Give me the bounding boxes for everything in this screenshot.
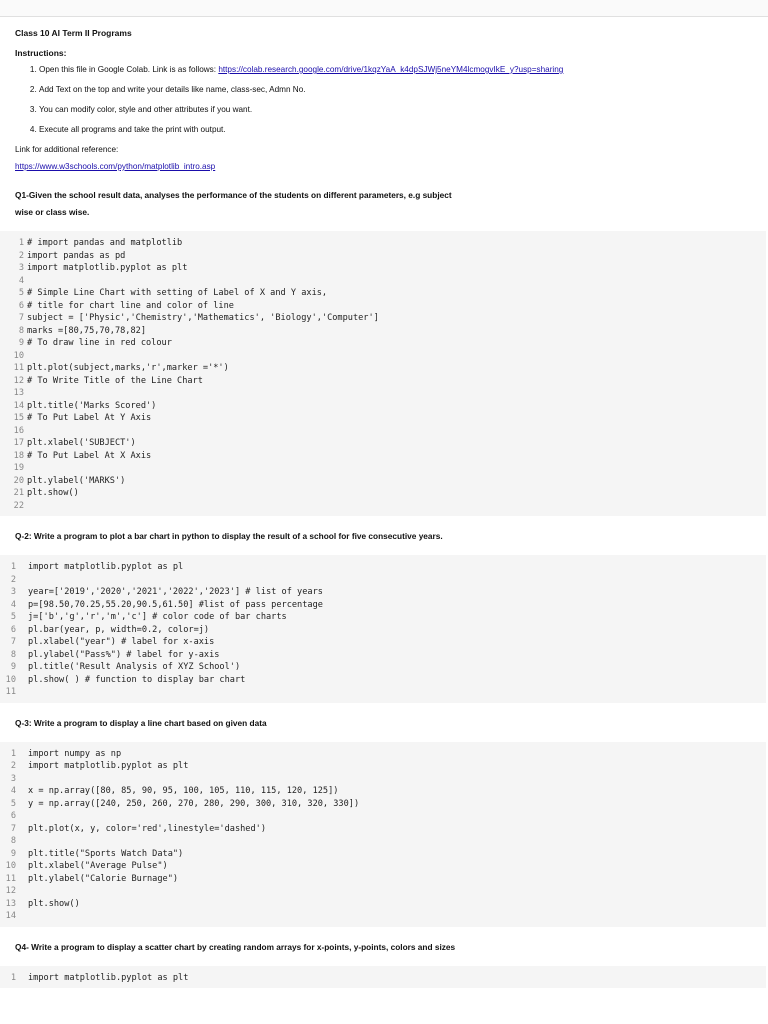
code-text: plt.title('Marks Scored') — [27, 400, 157, 411]
code-line — [0, 686, 766, 699]
code-line — [0, 487, 766, 500]
code-text — [28, 574, 766, 587]
code-text: # To Write Title of the Line Chart — [27, 375, 203, 386]
code-block-2[interactable] — [0, 555, 766, 703]
code-text: pl.bar(year, p, width=0.2, color=j) — [28, 624, 210, 635]
code-text — [27, 275, 766, 288]
code-line — [0, 748, 766, 761]
code-line — [0, 237, 766, 250]
code-line — [0, 250, 766, 263]
code-text: pl.ylabel("Pass%") # label for y-axis — [28, 649, 220, 660]
code-text: pl.title('Result Analysis of XYZ School') — [28, 662, 241, 672]
reference-label: Link for additional reference: — [15, 145, 119, 154]
code-text: marks =[80,75,70,78,82] — [27, 325, 146, 336]
code-text: # title for chart line and color of line — [27, 300, 234, 311]
code-text: plt.show() — [28, 898, 80, 909]
code-text: plt.xlabel("Average Pulse") — [28, 861, 168, 871]
code-text — [28, 910, 766, 923]
code-text — [27, 350, 766, 363]
line-number: 14 — [5, 911, 16, 921]
line-number: 6 — [18, 300, 24, 311]
line-number: 10 — [13, 350, 24, 361]
code-text — [27, 462, 766, 475]
line-number: 4 — [10, 599, 16, 610]
line-number: 13 — [13, 388, 24, 398]
instruction-item — [39, 84, 765, 95]
instruction-text: You can modify color, style and other attributes if you want. — [39, 105, 253, 114]
code-text: # To Put Label At X Axis — [27, 450, 152, 461]
code-text: plt.plot(subject,marks,'r',marker ='*') — [27, 363, 229, 373]
code-line — [0, 773, 766, 786]
code-text — [28, 835, 766, 848]
line-number: 10 — [5, 861, 16, 871]
code-text: plt.show() — [27, 488, 79, 498]
code-line — [0, 400, 766, 413]
instruction-text: Execute all programs and take the print with output. — [39, 125, 226, 134]
code-text: plt.plot(x, y, color='red',linestyle='dashed') — [28, 823, 266, 834]
code-text: import numpy as np — [28, 748, 122, 759]
code-line — [0, 475, 766, 488]
code-text: plt.xlabel('SUBJECT') — [27, 438, 136, 448]
code-text — [27, 425, 766, 438]
code-line — [0, 898, 766, 911]
code-line — [0, 624, 766, 637]
code-text: # import pandas and matplotlib — [27, 238, 183, 248]
code-line — [0, 823, 766, 836]
code-text: # Simple Line Chart with setting of Label of X and Y axis, — [27, 288, 328, 298]
code-line — [0, 450, 766, 463]
code-line — [0, 437, 766, 450]
line-number: 9 — [10, 848, 16, 859]
question-4: Q4- Write a program to display a scatter chart by creating random arrays for x-points, y-points, colors and sizes — [15, 941, 456, 952]
code-text: # To Put Label At Y Axis — [27, 413, 152, 423]
code-line — [0, 287, 766, 300]
code-text: import matplotlib.pyplot as pl — [28, 562, 184, 572]
code-text — [28, 885, 766, 898]
line-number: 2 — [10, 761, 16, 771]
instruction-item — [39, 124, 765, 135]
code-text: import matplotlib.pyplot as plt — [28, 761, 189, 771]
code-line — [0, 462, 766, 475]
line-number: 10 — [5, 674, 16, 685]
line-number: 13 — [5, 898, 16, 909]
line-number: 14 — [13, 400, 24, 411]
code-line — [0, 910, 766, 923]
line-number: 19 — [13, 463, 24, 473]
line-number: 8 — [18, 325, 24, 336]
code-line — [0, 611, 766, 624]
line-number: 12 — [13, 375, 24, 386]
question-2: Q-2: Write a program to plot a bar chart in python to display the result of a school for five consecutive years. — [15, 531, 443, 541]
code-line — [0, 561, 766, 574]
line-number: 15 — [13, 413, 24, 423]
code-line — [0, 275, 766, 288]
code-text: plt.ylabel('MARKS') — [27, 475, 126, 486]
code-line — [0, 312, 766, 325]
line-number: 8 — [10, 836, 16, 846]
code-block-1[interactable] — [0, 231, 766, 516]
line-number: 7 — [10, 823, 16, 834]
question-3: Q-3: Write a program to display a line chart based on given data — [15, 717, 267, 728]
code-line — [0, 636, 766, 649]
code-block-4[interactable] — [0, 966, 766, 989]
code-line — [0, 873, 766, 886]
code-line — [0, 362, 766, 375]
code-text: year=['2019','2020','2021','2022','2023'] # list of years — [28, 587, 323, 597]
code-text — [28, 810, 766, 823]
line-number: 2 — [18, 250, 24, 261]
line-number: 11 — [5, 687, 16, 697]
line-number: 3 — [10, 587, 16, 597]
instruction-text: Add Text on the top and write your details like name, class-sec, Admn No. — [39, 85, 306, 94]
line-number: 11 — [13, 363, 24, 373]
code-text: x = np.array([80, 85, 90, 95, 100, 105, 110, 115, 120, 125]) — [28, 786, 339, 796]
code-text: p=[98.50,70.25,55.20,90.5,61.50] #list of pass percentage — [28, 599, 323, 610]
line-number: 16 — [13, 425, 24, 436]
code-line — [0, 574, 766, 587]
line-number: 2 — [10, 574, 16, 585]
code-block-3[interactable] — [0, 742, 766, 927]
line-number: 1 — [10, 972, 16, 983]
code-line — [0, 674, 766, 687]
code-line — [0, 848, 766, 861]
code-text: # To draw line in red colour — [27, 338, 172, 348]
code-line — [0, 649, 766, 662]
line-number: 12 — [5, 886, 16, 896]
line-number: 1 — [18, 238, 24, 248]
code-line — [0, 972, 766, 985]
line-number: 17 — [13, 438, 24, 448]
line-number: 6 — [10, 624, 16, 635]
code-line — [0, 337, 766, 350]
line-number: 5 — [18, 288, 24, 298]
code-line — [0, 760, 766, 773]
code-text: import pandas as pd — [27, 250, 126, 261]
line-number: 5 — [10, 798, 16, 809]
code-text — [28, 686, 766, 699]
code-text: import matplotlib.pyplot as plt — [28, 972, 189, 983]
code-text: j=['b','g','r','m','c'] # color code of bar charts — [28, 612, 287, 622]
reference-link[interactable]: https://www.w3schools.com/python/matplotlib_intro.asp — [15, 162, 216, 171]
code-text: import matplotlib.pyplot as plt — [27, 263, 188, 273]
code-line — [0, 350, 766, 363]
code-line — [0, 375, 766, 388]
code-line — [0, 325, 766, 338]
code-line — [0, 798, 766, 811]
code-line — [0, 500, 766, 513]
code-line — [0, 810, 766, 823]
code-line — [0, 300, 766, 313]
line-number: 3 — [10, 773, 16, 784]
line-number: 3 — [18, 263, 24, 273]
line-number: 22 — [13, 500, 24, 511]
code-text — [28, 773, 766, 786]
code-text: subject = ['Physic','Chemistry','Mathematics', 'Biology','Computer'] — [27, 313, 379, 323]
instructions-list — [15, 64, 765, 135]
line-number: 21 — [13, 488, 24, 498]
code-line — [0, 885, 766, 898]
document-title: Class 10 AI Term II Programs — [15, 28, 132, 38]
line-number: 8 — [10, 649, 16, 660]
code-line — [0, 387, 766, 400]
line-number: 1 — [10, 562, 16, 572]
line-number: 4 — [10, 786, 16, 796]
code-text — [27, 387, 766, 400]
instructions-heading: Instructions: — [15, 48, 67, 58]
line-number: 5 — [10, 612, 16, 622]
code-line — [0, 835, 766, 848]
code-line — [0, 586, 766, 599]
instruction-text: Open this file in Google Colab. Link is as follows: — [39, 65, 219, 74]
code-text: pl.show( ) # function to display bar chart — [28, 674, 246, 685]
code-text — [27, 500, 766, 513]
code-text: plt.title("Sports Watch Data") — [28, 848, 184, 859]
line-number: 11 — [5, 873, 16, 884]
code-text: plt.ylabel("Calorie Burnage") — [28, 873, 179, 884]
instruction-item — [39, 64, 765, 75]
instruction-item — [39, 104, 765, 115]
line-number: 4 — [18, 275, 24, 286]
line-number: 9 — [10, 662, 16, 672]
top-bar — [0, 0, 768, 17]
code-line — [0, 599, 766, 612]
code-text: pl.xlabel("year") # label for x-axis — [28, 637, 215, 647]
code-line — [0, 860, 766, 873]
line-number: 7 — [18, 313, 24, 323]
document-body — [5, 28, 765, 1000]
line-number: 9 — [18, 338, 24, 348]
code-line — [0, 412, 766, 425]
colab-link[interactable]: https://colab.research.google.com/drive/1kqzYaA_k4dpSJWj5neYM4lcmogvIkE_y?usp=sharing — [218, 65, 564, 74]
code-line — [0, 262, 766, 275]
line-number: 20 — [13, 475, 24, 486]
line-number: 1 — [10, 748, 16, 759]
code-line — [0, 661, 766, 674]
code-text: y = np.array([240, 250, 260, 270, 280, 290, 300, 310, 320, 330]) — [28, 798, 360, 809]
line-number: 18 — [13, 450, 24, 461]
code-line — [0, 785, 766, 798]
question-1: Q1-Given the school result data, analyses the performance of the students on different parameters, e.g subject wise or class wise. — [15, 190, 452, 217]
line-number: 6 — [10, 811, 16, 821]
line-number: 7 — [10, 637, 16, 647]
code-line — [0, 425, 766, 438]
